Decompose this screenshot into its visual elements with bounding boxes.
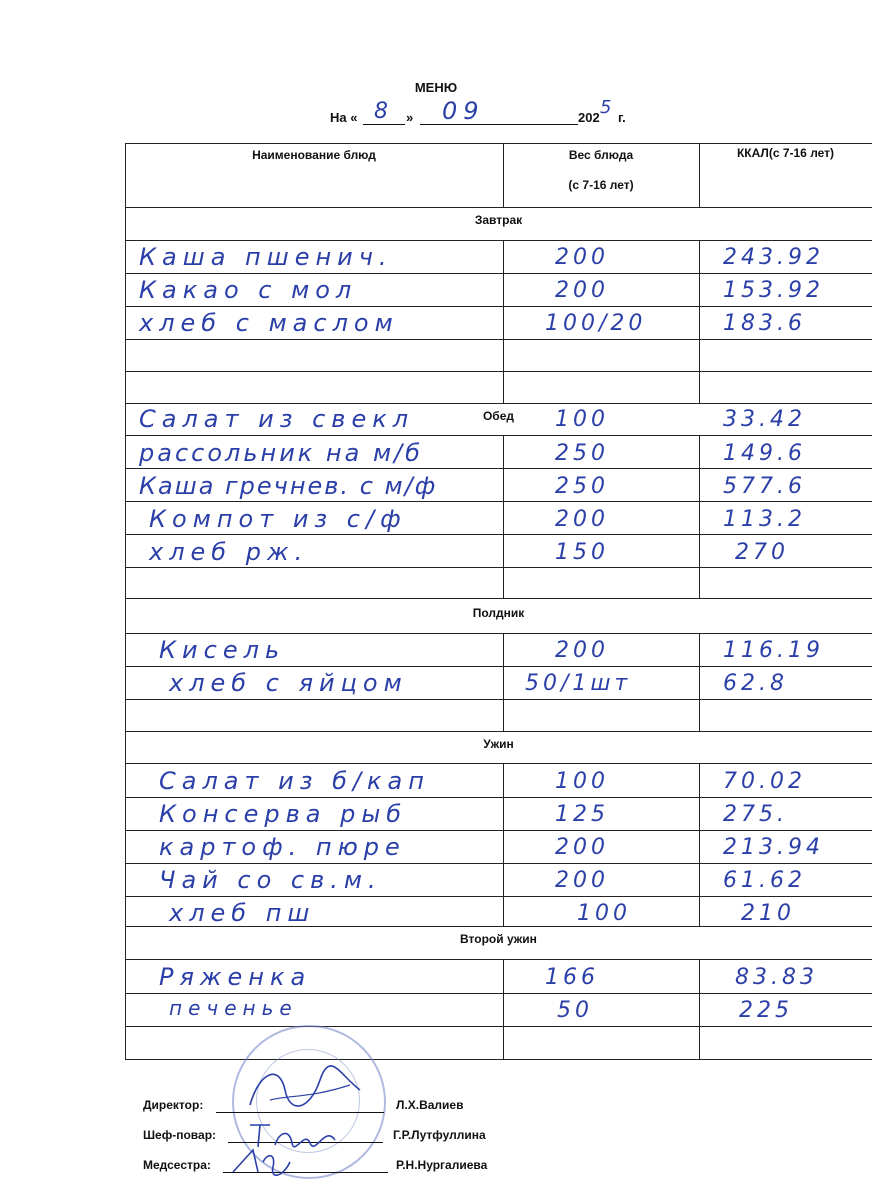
dish-name: печенье bbox=[169, 996, 298, 1020]
section-second-dinner: Второй ужин bbox=[460, 932, 537, 946]
dish-weight: 200 bbox=[555, 245, 609, 270]
day-underline bbox=[363, 124, 405, 125]
dish-kcal: 275. bbox=[723, 802, 788, 827]
dish-name: хлеб пш bbox=[169, 899, 316, 927]
role-label: Медсестра: bbox=[143, 1158, 211, 1172]
table-row bbox=[125, 276, 872, 308]
nurse-signature bbox=[228, 1142, 298, 1182]
dish-weight: 100 bbox=[577, 901, 631, 926]
person-name: Г.Р.Лутфуллина bbox=[393, 1128, 486, 1142]
dish-name: Каша пшенич. bbox=[139, 243, 393, 271]
row-divider bbox=[125, 468, 872, 469]
date-mid: » bbox=[406, 110, 414, 125]
dish-kcal: 153.92 bbox=[723, 278, 824, 303]
dish-kcal: 61.62 bbox=[723, 868, 806, 893]
dish-name: Компот из с/ф bbox=[149, 505, 407, 533]
row-divider bbox=[125, 240, 872, 241]
row-divider bbox=[125, 1026, 872, 1027]
col-header-name: Наименование блюд bbox=[252, 148, 376, 162]
table-row bbox=[125, 800, 872, 832]
dish-weight: 200 bbox=[555, 868, 609, 893]
col-divider bbox=[503, 143, 504, 207]
dish-name: Салат из б/кап bbox=[159, 767, 430, 795]
col-header-kcal: ККАЛ(с 7-16 лет) bbox=[736, 146, 835, 160]
dish-name: Ряженка bbox=[159, 963, 312, 991]
row-divider bbox=[125, 435, 872, 436]
year-suffix: г. bbox=[618, 110, 626, 125]
row-divider bbox=[125, 567, 872, 568]
dish-kcal: 577.6 bbox=[723, 474, 806, 499]
row-divider bbox=[125, 993, 872, 994]
director-signature bbox=[240, 1060, 370, 1120]
role-label: Директор: bbox=[143, 1098, 204, 1112]
dish-name: Какао с мол bbox=[139, 276, 358, 304]
table-row bbox=[125, 963, 872, 995]
dish-weight: 50 bbox=[557, 998, 593, 1023]
table-row bbox=[125, 636, 872, 668]
date-line bbox=[330, 97, 650, 129]
header-divider bbox=[125, 207, 872, 208]
dish-weight: 200 bbox=[555, 507, 609, 532]
table-row bbox=[125, 996, 872, 1028]
dish-weight: 250 bbox=[555, 474, 609, 499]
col-header-weight: Вес блюда bbox=[568, 148, 634, 162]
dish-name: хлеб с маслом bbox=[139, 309, 399, 337]
table-row bbox=[125, 309, 872, 341]
dish-weight: 200 bbox=[555, 835, 609, 860]
dish-name: Салат из свекл bbox=[139, 405, 415, 433]
table-row bbox=[125, 405, 872, 437]
person-name: Л.Х.Валиев bbox=[396, 1098, 464, 1112]
row-divider bbox=[125, 306, 872, 307]
row-divider bbox=[125, 959, 872, 960]
row-divider bbox=[125, 830, 872, 831]
dish-kcal: 113.2 bbox=[723, 507, 806, 532]
row-divider bbox=[125, 797, 872, 798]
dish-name: рассольник на м/б bbox=[139, 439, 423, 467]
col-divider bbox=[699, 143, 700, 207]
section-breakfast: Завтрак bbox=[474, 213, 523, 227]
row-divider bbox=[125, 273, 872, 274]
table-border-bottom bbox=[125, 1059, 872, 1060]
row-divider bbox=[125, 371, 872, 372]
day-handwritten: 8 bbox=[374, 99, 391, 124]
menu-title: МЕНЮ bbox=[414, 80, 458, 95]
dish-weight: 250 bbox=[555, 441, 609, 466]
row-divider bbox=[125, 731, 872, 732]
dish-name: Кисель bbox=[159, 636, 286, 664]
person-name: Р.Н.Нургалиева bbox=[396, 1158, 488, 1172]
row-divider bbox=[125, 699, 872, 700]
year-prefix: 202 bbox=[578, 110, 600, 125]
table-row bbox=[125, 866, 872, 898]
dish-name: картоф. пюре bbox=[159, 833, 406, 861]
dish-name: Каша гречнев. с м/ф bbox=[139, 472, 438, 500]
table-row bbox=[125, 439, 872, 471]
dish-name: хлеб с яйцом bbox=[169, 669, 408, 697]
dish-kcal: 149.6 bbox=[723, 441, 806, 466]
row-divider bbox=[125, 896, 872, 897]
dish-kcal: 225 bbox=[739, 998, 793, 1023]
section-snack: Полдник bbox=[472, 606, 525, 620]
dish-weight: 100 bbox=[555, 769, 609, 794]
dish-weight: 50/1шт bbox=[525, 671, 632, 696]
dish-weight: 100/20 bbox=[545, 311, 647, 336]
row-divider bbox=[125, 598, 872, 599]
dish-name: Консерва рыб bbox=[159, 800, 408, 828]
section-dinner: Ужин bbox=[483, 737, 514, 751]
dish-kcal: 243.92 bbox=[723, 245, 824, 270]
menu-table bbox=[125, 143, 872, 1059]
dish-kcal: 70.02 bbox=[723, 769, 806, 794]
row-divider bbox=[125, 633, 872, 634]
dish-weight: 150 bbox=[555, 540, 609, 565]
dish-kcal: 116.19 bbox=[723, 638, 824, 663]
year-digit-handwritten: 5 bbox=[600, 97, 612, 118]
dish-kcal: 62.8 bbox=[723, 671, 788, 696]
row-divider bbox=[125, 501, 872, 502]
dish-kcal: 213.94 bbox=[723, 835, 824, 860]
row-divider bbox=[125, 863, 872, 864]
dish-weight: 125 bbox=[555, 802, 609, 827]
dish-kcal: 210 bbox=[741, 901, 795, 926]
section-lunch: Обед bbox=[482, 409, 515, 423]
dish-name: хлеб рж. bbox=[149, 538, 309, 566]
row-divider bbox=[125, 926, 872, 927]
dish-kcal: 33.42 bbox=[723, 407, 806, 432]
table-row bbox=[125, 833, 872, 865]
table-row bbox=[125, 767, 872, 799]
table-row bbox=[125, 669, 872, 701]
dish-weight: 100 bbox=[555, 407, 609, 432]
col-header-weight-age: (с 7-16 лет) bbox=[568, 178, 634, 192]
table-row bbox=[125, 538, 872, 570]
table-row bbox=[125, 243, 872, 275]
table-border-top bbox=[125, 143, 872, 144]
table-row bbox=[125, 472, 872, 504]
role-label: Шеф-повар: bbox=[143, 1128, 217, 1142]
table-row bbox=[125, 505, 872, 537]
month-handwritten: 09 bbox=[442, 97, 485, 125]
date-prefix: На « bbox=[330, 110, 358, 125]
dish-kcal: 270 bbox=[735, 540, 789, 565]
row-divider bbox=[125, 403, 872, 404]
dish-weight: 200 bbox=[555, 278, 609, 303]
dish-name: Чай со св.м. bbox=[159, 866, 382, 894]
row-divider bbox=[125, 666, 872, 667]
row-divider bbox=[125, 339, 872, 340]
dish-weight: 200 bbox=[555, 638, 609, 663]
dish-kcal: 83.83 bbox=[735, 965, 818, 990]
row-divider bbox=[125, 763, 872, 764]
row-divider bbox=[125, 534, 872, 535]
dish-weight: 166 bbox=[545, 965, 599, 990]
dish-kcal: 183.6 bbox=[723, 311, 806, 336]
